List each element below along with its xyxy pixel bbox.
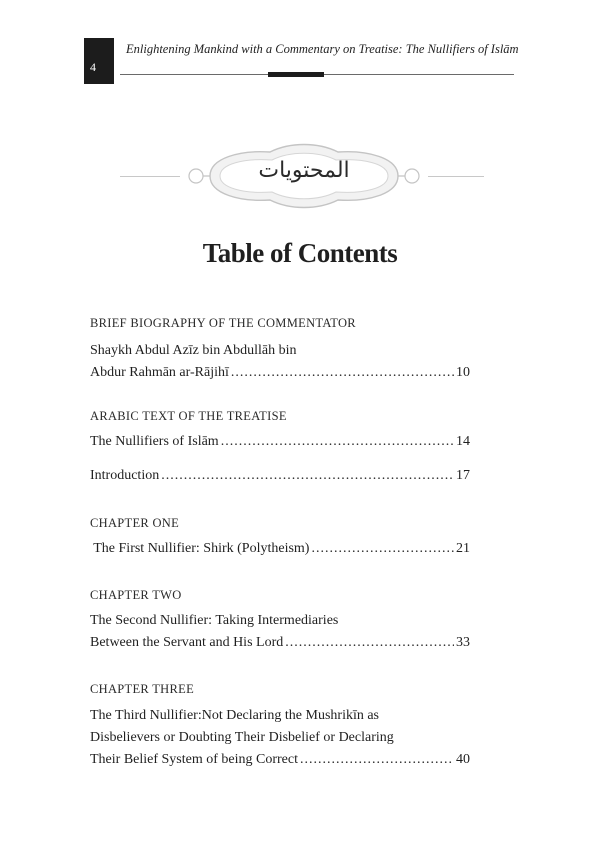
- page-title: Table of Contents: [202, 238, 398, 268]
- section-heading: CHAPTER THREE: [90, 682, 195, 696]
- entry-page-number: 17: [456, 468, 470, 483]
- entry-text: The Third Nullifier:Not Declaring the Mushrikīn as: [90, 708, 380, 723]
- entry-page-number: 14: [456, 434, 470, 449]
- entry-text: Abdur Rahmān ar-Rājihī: [90, 365, 229, 380]
- leader-dots: [300, 749, 454, 771]
- toc-entry[interactable]: [90, 465, 470, 487]
- toc-entry[interactable]: [90, 705, 470, 771]
- entry-text: Introduction: [90, 468, 160, 483]
- page-number-tab: [84, 38, 114, 84]
- arabic-title: المحتويات: [258, 158, 350, 183]
- leader-dots: [221, 431, 454, 453]
- toc-entry[interactable]: [90, 431, 470, 453]
- running-head: Enlightening Mankind with a Commentary on Treatise: The Nullifiers of Islām: [126, 42, 519, 56]
- entry-page-number: 40: [456, 752, 470, 767]
- toc-entry[interactable]: [90, 340, 470, 384]
- entry-page-number: 33: [456, 635, 470, 650]
- entry-text: Disbelievers or Doubting Their Disbelief or Declaring: [90, 730, 394, 745]
- entry-text: The Nullifiers of Islām: [90, 434, 219, 449]
- entry-text: Their Belief System of being Correct: [90, 752, 298, 767]
- leader-dots: [311, 538, 454, 560]
- leader-dots: [285, 632, 454, 654]
- leader-dots: [161, 465, 454, 487]
- header-rule-accent: [268, 72, 324, 77]
- section-heading: CHAPTER ONE: [90, 516, 180, 530]
- entry-page-number: 21: [456, 541, 470, 556]
- entry-text: Between the Servant and His Lord: [90, 635, 284, 650]
- entry-text: Shaykh Abdul Azīz bin Abdullāh bin: [90, 343, 297, 358]
- toc-entry[interactable]: [90, 610, 470, 654]
- section-heading: ARABIC TEXT OF THE TREATISE: [90, 409, 287, 423]
- ornament-line-right: [428, 176, 484, 177]
- leader-dots: [231, 362, 454, 384]
- entry-text: The First Nullifier: Shirk (Polytheism): [90, 541, 310, 556]
- section-heading: BRIEF BIOGRAPHY OF THE COMMENTATOR: [90, 316, 356, 330]
- section-heading: CHAPTER TWO: [90, 588, 182, 602]
- entry-text: The Second Nullifier: Taking Intermediaries: [90, 613, 339, 628]
- ornament-line-left: [120, 176, 180, 177]
- entry-page-number: 10: [456, 365, 470, 380]
- toc-entry[interactable]: [90, 538, 470, 560]
- page-number: 4: [90, 60, 96, 74]
